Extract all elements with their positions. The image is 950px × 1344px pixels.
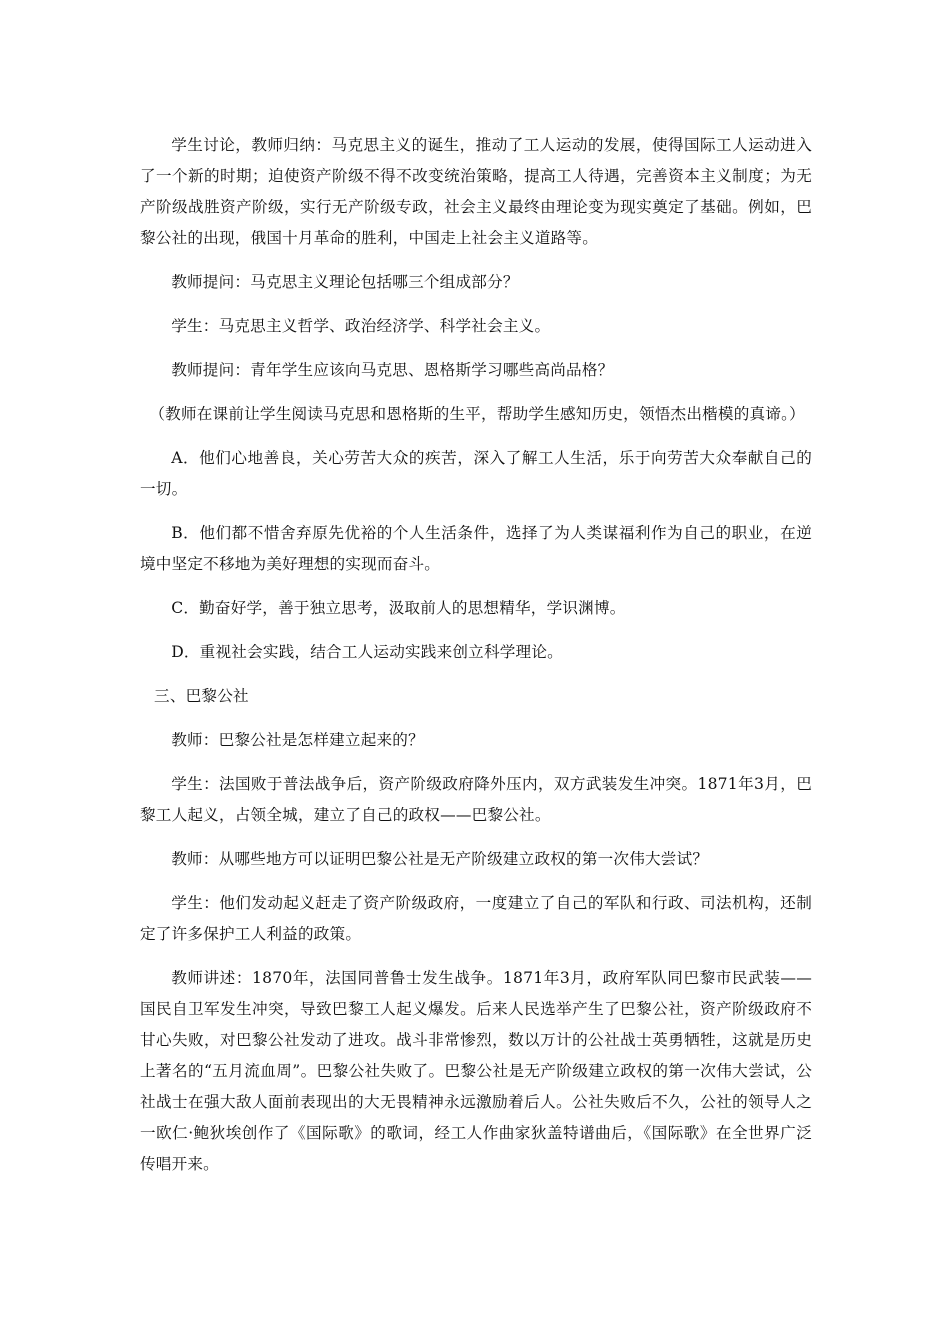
paragraph-option-b: B．他们都不惜舍弃原先优裕的个人生活条件，选择了为人类谋福利作为自己的职业，在逆境中坚定不移地为美好理想的实现而奋斗。	[140, 524, 812, 573]
paragraph-teacher-question-4: 教师：从哪些地方可以证明巴黎公社是无产阶级建立政权的第一次伟大尝试？	[171, 850, 709, 868]
paragraph-teacher-narration: 教师讲述：1870年，法国同普鲁士发生战争。1871年3月，政府军队同巴黎市民武装——国民自卫军发生冲突，导致巴黎工人起义爆发。后来人民选举产生了巴黎公社，资产阶级政府不甘心失败，对巴黎公社发动了进攻。战斗非常惨烈，数以万计的公社战士英勇牺牲，这就是历史上著名的“五月流血周”。巴黎公社失败了。巴黎公社是无产阶级建立政权的第一次伟大尝试，公社战士在强大敌人面前表现出的大无畏精神永远激励着后人。公社失败后不久，公社的领导人之一欧仁·鲍狄埃创作了《国际歌》的歌词，经工人作曲家狄盖特谱曲后，《国际歌》在全世界广泛传唱开来。	[140, 969, 812, 1173]
paragraph-teacher-question-3: 教师：巴黎公社是怎样建立起来的？	[171, 731, 424, 749]
paragraph-teacher-question-1: 教师提问：马克思主义理论包括哪三个组成部分？	[171, 273, 519, 291]
section-heading: 三、巴黎公社	[154, 687, 249, 705]
paragraph-option-a: A．他们心地善良，关心劳苦大众的疾苦，深入了解工人生活，乐于向劳苦大众奉献自己的一切。	[140, 449, 812, 498]
document-body	[140, 130, 812, 1193]
paragraph-option-d: D．重视社会实践，结合工人运动实践来创立科学理论。	[171, 643, 563, 661]
paragraph-option-c: C．勤奋好学，善于独立思考，汲取前人的思想精华，学识渊博。	[171, 599, 626, 617]
paragraph-teacher-note: （教师在课前让学生阅读马克思和恩格斯的生平，帮助学生感知历史，领悟杰出楷模的真谛。）	[149, 405, 805, 423]
paragraph-student-answer-4: 学生：他们发动起义赶走了资产阶级政府，一度建立了自己的军队和行政、司法机构，还制定了许多保护工人利益的政策。	[140, 894, 812, 943]
paragraph-student-answer-3: 学生：法国败于普法战争后，资产阶级政府降外压内，双方武装发生冲突。1871年3月，巴黎工人起义，占领全城，建立了自己的政权——巴黎公社。	[140, 775, 812, 824]
paragraph-student-answer-1: 学生：马克思主义哲学、政治经济学、科学社会主义。	[171, 317, 551, 335]
paragraph-summary: 学生讨论，教师归纳：马克思主义的诞生，推动了工人运动的发展，使得国际工人运动进入了一个新的时期；迫使资产阶级不得不改变统治策略，提高工人待遇，完善资本主义制度；为无产阶级战胜资产阶级，实行无产阶级专政，社会主义最终由理论变为现实奠定了基础。例如，巴黎公社的出现，俄国十月革命的胜利，中国走上社会主义道路等。	[140, 136, 812, 247]
paragraph-teacher-question-2: 教师提问：青年学生应该向马克思、恩格斯学习哪些高尚品格？	[171, 361, 614, 379]
